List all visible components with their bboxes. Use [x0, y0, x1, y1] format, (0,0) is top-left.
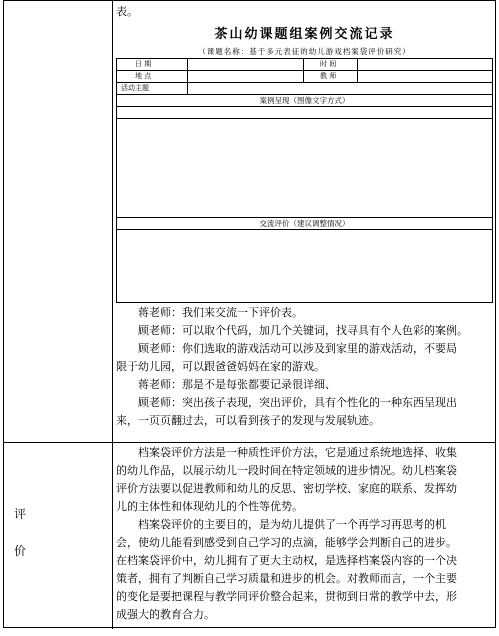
time-label: 时 间 — [320, 60, 337, 68]
dialogue-line: 顾老师：你们选取的游戏活动可以涉及到家里的游戏活动，不要局 — [138, 342, 457, 355]
form-title: 茶山幼课题组案例交流记录 — [214, 27, 395, 42]
evaluation-label-2: 价 — [14, 544, 27, 558]
dialogue-line: 蒋老师：我们来交流一下评价表。 — [138, 306, 303, 319]
evaluation-line: 成强大的教育合力。 — [116, 608, 215, 621]
date-label: 日 期 — [135, 60, 152, 68]
evaluation-line: 档案袋评价方法是一种质性评价方法，它是通过系统地选择、收集 — [138, 446, 457, 459]
case-record-form — [114, 19, 495, 309]
dialogue-line: 蒋老师：那是不是每张都要记录很详细、 — [138, 378, 336, 391]
evaluation-line: 档案袋评价的主要目的，是为幼儿提供了一个再学习再思考的机 — [138, 518, 446, 531]
evaluation-line: 的幼儿作品，以展示幼儿一段时间在特定领域的进步情况。幼儿档案袋 — [116, 464, 457, 477]
dialogue — [116, 304, 494, 430]
evaluation-line: 在档案袋评价中，幼儿拥有了更大主动权，是选择档案袋内容的一个决 — [116, 554, 457, 567]
case-presentation-label: 案例呈现（图像文字方式） — [259, 96, 350, 105]
form-table — [116, 58, 493, 303]
evaluation-label-1: 评 — [14, 507, 27, 521]
teacher-label: 教 师 — [320, 72, 337, 80]
top-text: 表。 — [116, 5, 138, 18]
evaluation-line: 策者，拥有了判断自己学习质量和进步的机会。对教师而言，一个主要 — [116, 572, 457, 585]
dialogue-line: 顾老师：可以取个代码，加几个关键词，找寻具有个人色彩的案例。 — [138, 324, 468, 337]
dialogue-line: 限于幼儿园，可以跟爸爸妈妈在家的游戏。 — [116, 360, 325, 373]
evaluation-line: 儿的主体性和体现幼儿的个性等优势。 — [116, 500, 303, 513]
column-divider — [112, 1, 113, 629]
row-divider — [4, 442, 495, 443]
dialogue-line: 顾老师：突出孩子表现，突出评价，具有个性化的一种东西呈现出 — [138, 396, 457, 409]
place-label: 地 点 — [135, 72, 152, 80]
evaluation-line: 评价方法要以促进教师和幼儿的反思、密切学校、家庭的联系、发挥幼 — [116, 482, 457, 495]
evaluation-line: 的变化是要把课程与教学同评价整合起来，贯彻到日常的教学中去，形 — [116, 590, 457, 603]
evaluation-line: 会，使幼儿能看到感受到自己学习的点滴，能够学会判断自己的进步。 — [116, 536, 457, 549]
form-subtitle: （课题名称：基于多元表征的幼儿游戏档案袋评价研究） — [198, 47, 411, 56]
evaluation-text — [116, 444, 494, 624]
dialogue-line: 来，一页页翻过去，可以看到孩子的发现与发展轨迹。 — [116, 414, 380, 427]
exchange-evaluation-label: 交流评价（建议调整情况） — [259, 219, 350, 228]
activity-label: 活动主题 — [121, 84, 149, 92]
document-table — [3, 0, 496, 628]
